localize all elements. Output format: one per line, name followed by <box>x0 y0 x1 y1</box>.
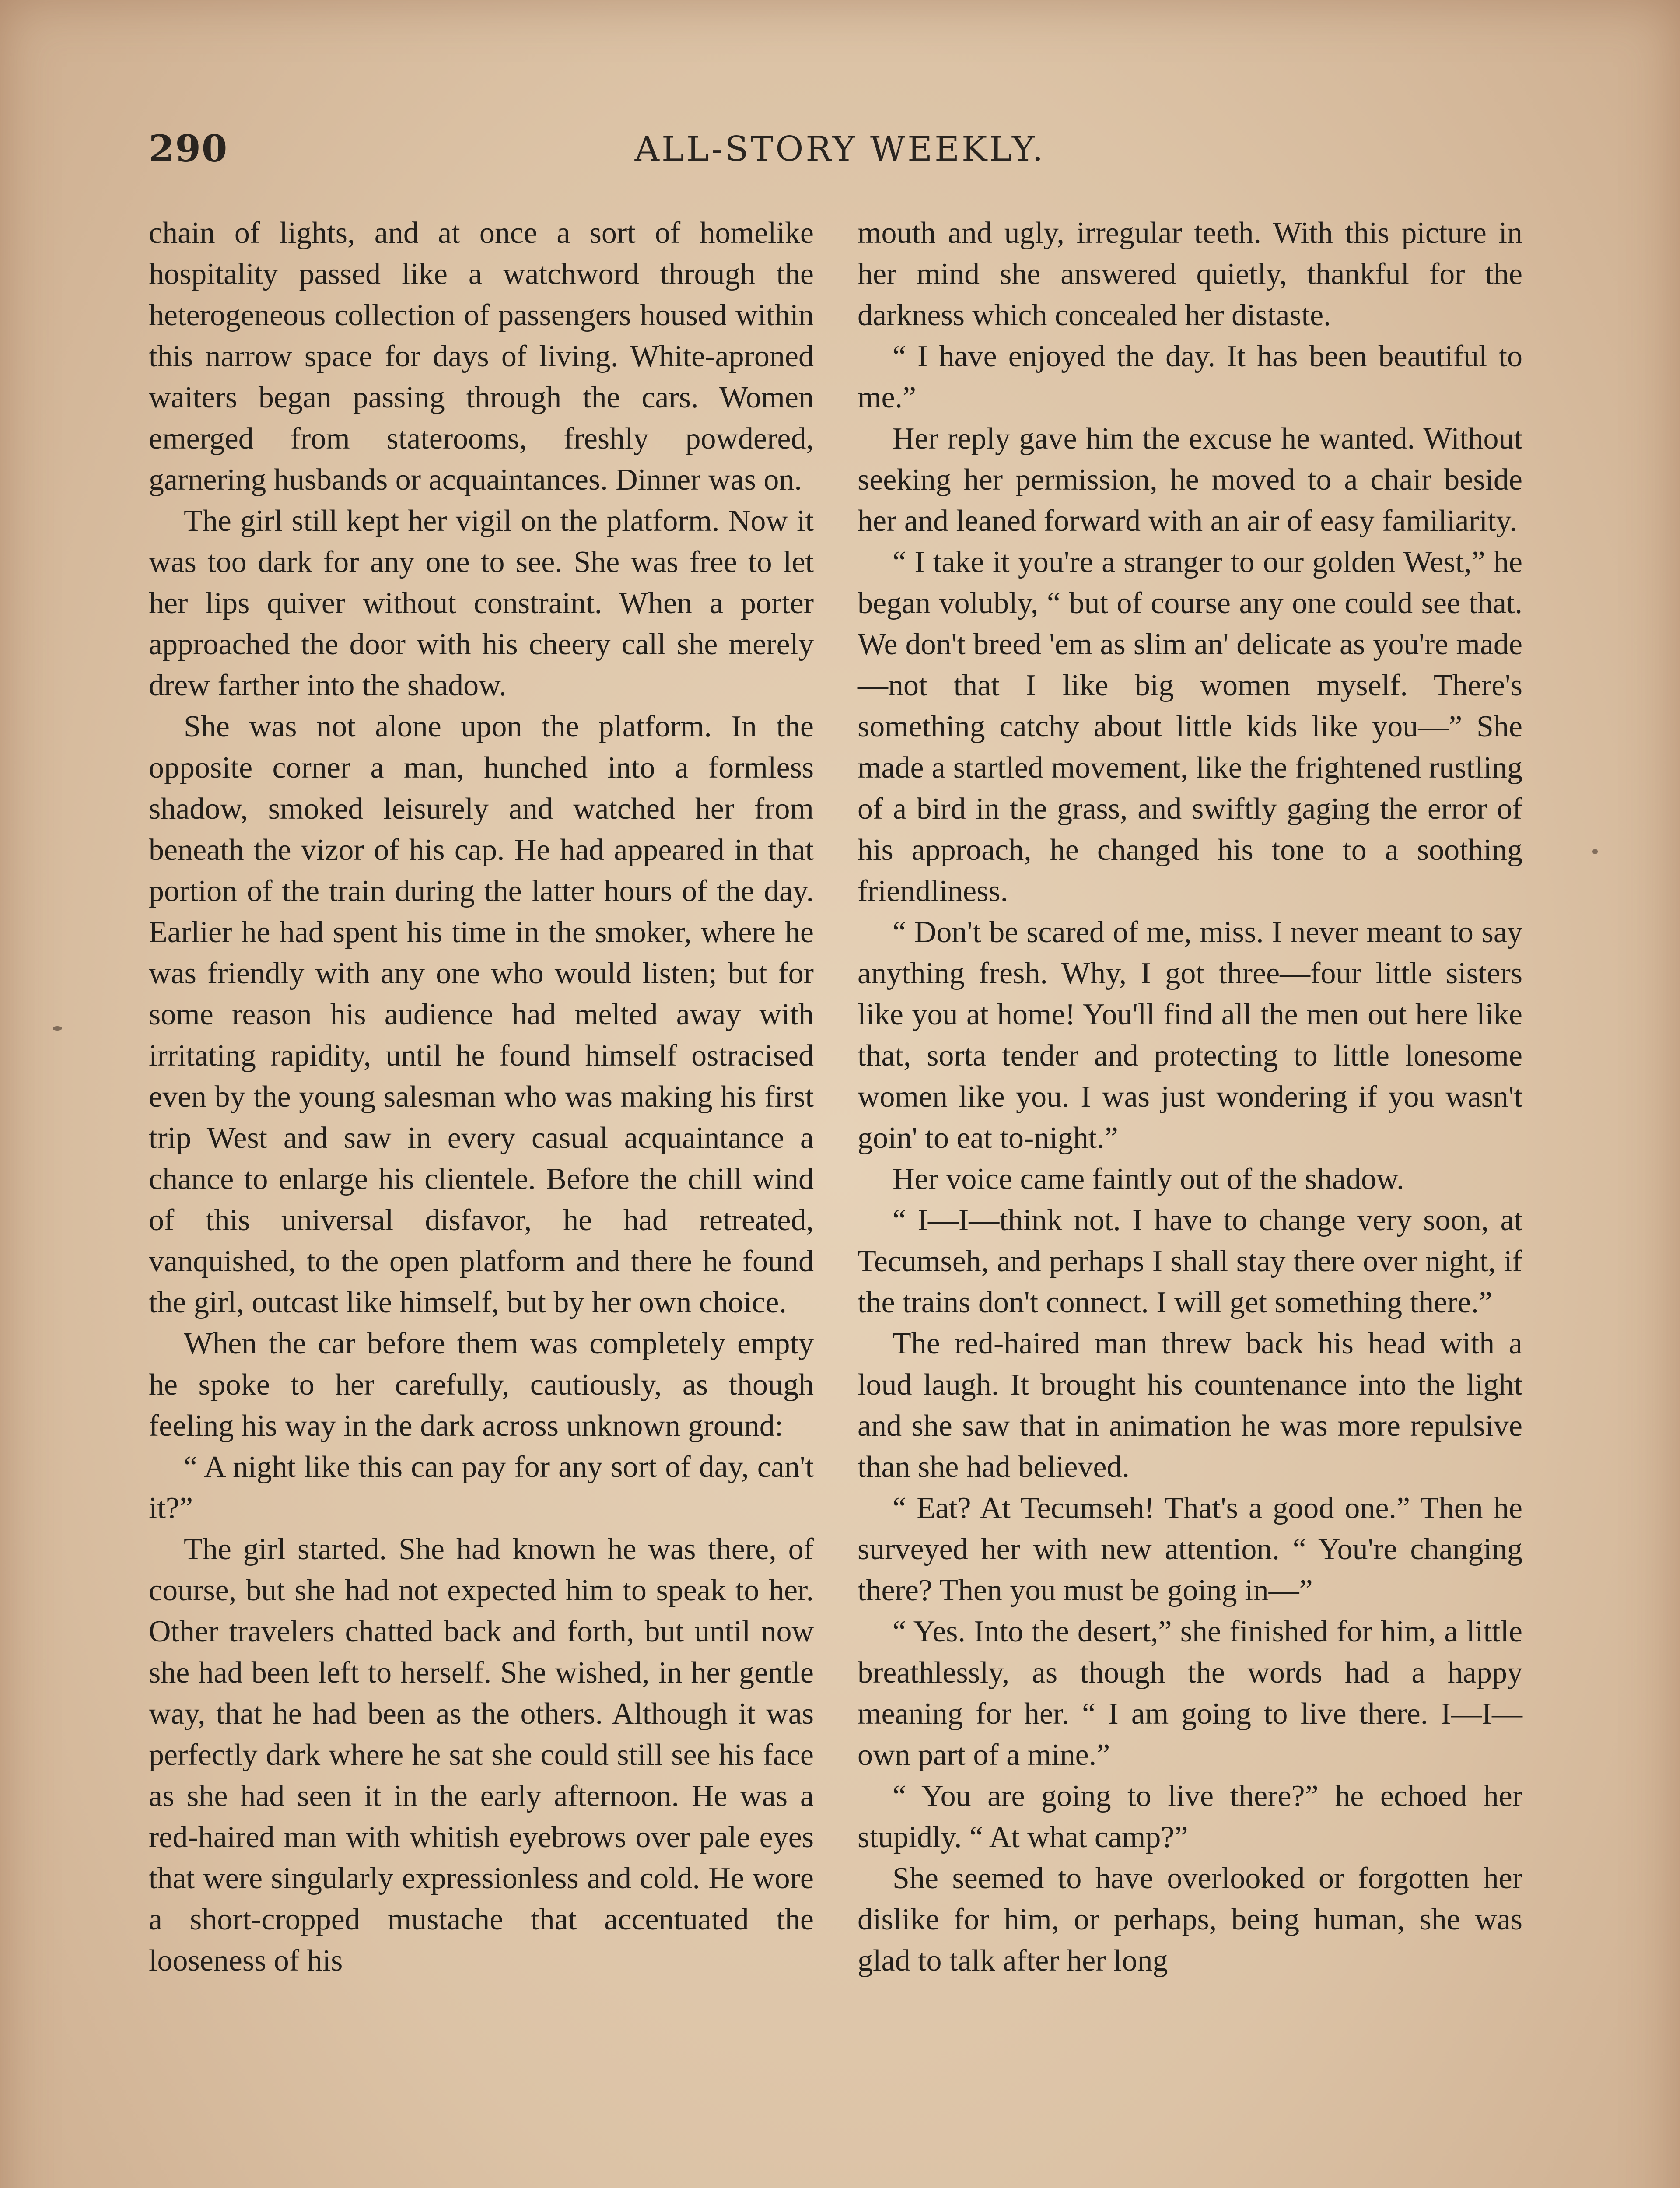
paragraph: “ I—I—think not. I have to change very soon, at Tecumseh, and perhaps I shall stay there over night, if the trains don't connect. I will get something there.” <box>858 1203 1522 1319</box>
paragraph: “ I take it you're a stranger to our golden West,” he began volubly, “ but of course any one could see that. We don't breed 'em as slim an' delicate as you're made—not that I like big women myself. There's something catchy about little kids like you—” She made a startled movement, like the frightened rustling of a bird in the grass, and swiftly gaging the error of his approach, he changed his tone to a soothing friendliness. <box>858 545 1522 908</box>
paragraph: The girl started. She had known he was there, of course, but she had not expected him to speak to her. Other travelers chatted back and forth, but until now she had been left to herself. She wished, in her gentle way, that he had been as the others. Although it was perfectly dark where he sat she could still see his face as she had seen it in the early afternoon. He was a red-haired man with whitish eyebrows over pale eyes that were singularly expressionless and cold. He wore a short-cropped mustache that accentuated the looseness of his <box>149 1532 814 1978</box>
paragraph: Her reply gave him the excuse he wanted. Without seeking her permission, he moved to a chair beside her and leaned forward with an air of easy familiarity. <box>858 422 1522 538</box>
paragraph: She seemed to have overlooked or forgotten her dislike for him, or perhaps, being human, she was glad to talk after her long <box>858 1862 1522 1978</box>
paragraph: “ Yes. Into the desert,” she finished for him, a little breathlessly, as though the words had a happy meaning for her. “ I am going to live there. I—I—own part of a mine.” <box>858 1615 1522 1772</box>
paragraph: mouth and ugly, irregular teeth. With this picture in her mind she answered quietly, thankful for the darkness which concealed her distaste. <box>858 216 1522 332</box>
page-header <box>149 127 1531 184</box>
paragraph: She was not alone upon the platform. In the opposite corner a man, hunched into a formless shadow, smoked leisurely and watched her from beneath the vizor of his cap. He had appeared in that portion of the train during the latter hours of the day. Earlier he had spent his time in the smoker, where he was friendly with any one who would listen; but for some reason his audience had melted away with irritating rapidity, until he found himself ostracised even by the young salesman who was making his first trip West and saw in every casual acquaintance a chance to enlarge his clientele. Before the chill wind of this universal disfavor, he had retreated, vanquished, to the open platform and there he found the girl, outcast like himself, but by her own choice. <box>149 710 814 1319</box>
text-column-left <box>149 213 814 2188</box>
running-head: ALL-STORY WEEKLY. <box>634 130 1046 169</box>
paragraph: Her voice came faintly out of the shadow. <box>892 1162 1404 1196</box>
paper-speck <box>1592 849 1598 854</box>
page-number: 290 <box>149 127 228 170</box>
text-column-right <box>858 213 1522 2188</box>
paper-speck <box>52 1026 62 1031</box>
paragraph: “ Eat? At Tecumseh! That's a good one.” Then he surveyed her with new attention. “ You're changing there? Then you must be going in—” <box>858 1491 1522 1607</box>
paragraph: chain of lights, and at once a sort of homelike hospitality passed like a watchword through the heterogeneous collection of passengers housed within this narrow space for days of living. White-aproned waiters began passing through the cars. Women emerged from staterooms, freshly powdered, garnering husbands or acquaintances. Dinner was on. <box>149 216 814 497</box>
paragraph: “ A night like this can pay for any sort of day, can't it?” <box>149 1450 814 1525</box>
paragraph: “ I have enjoyed the day. It has been beautiful to me.” <box>858 340 1522 414</box>
paragraph: The girl still kept her vigil on the platform. Now it was too dark for any one to see. She was free to let her lips quiver without constraint. When a porter approached the door with his cheery call she merely drew farther into the shadow. <box>149 504 814 702</box>
paragraph: When the car before them was completely empty he spoke to her carefully, cautiously, as though feeling his way in the dark across unknown ground: <box>149 1327 814 1443</box>
paragraph: “ You are going to live there?” he echoed her stupidly. “ At what camp?” <box>858 1779 1522 1854</box>
paragraph: “ Don't be scared of me, miss. I never meant to say anything fresh. Why, I got three—four little sisters like you at home! You'll find all the men out here like that, sorta tender and protecting to little lonesome women like you. I was just wondering if you wasn't goin' to eat to-night.” <box>858 915 1522 1155</box>
paragraph: The red-haired man threw back his head with a loud laugh. It brought his countenance into the light and she saw that in animation he was more repulsive than she had believed. <box>858 1327 1522 1484</box>
